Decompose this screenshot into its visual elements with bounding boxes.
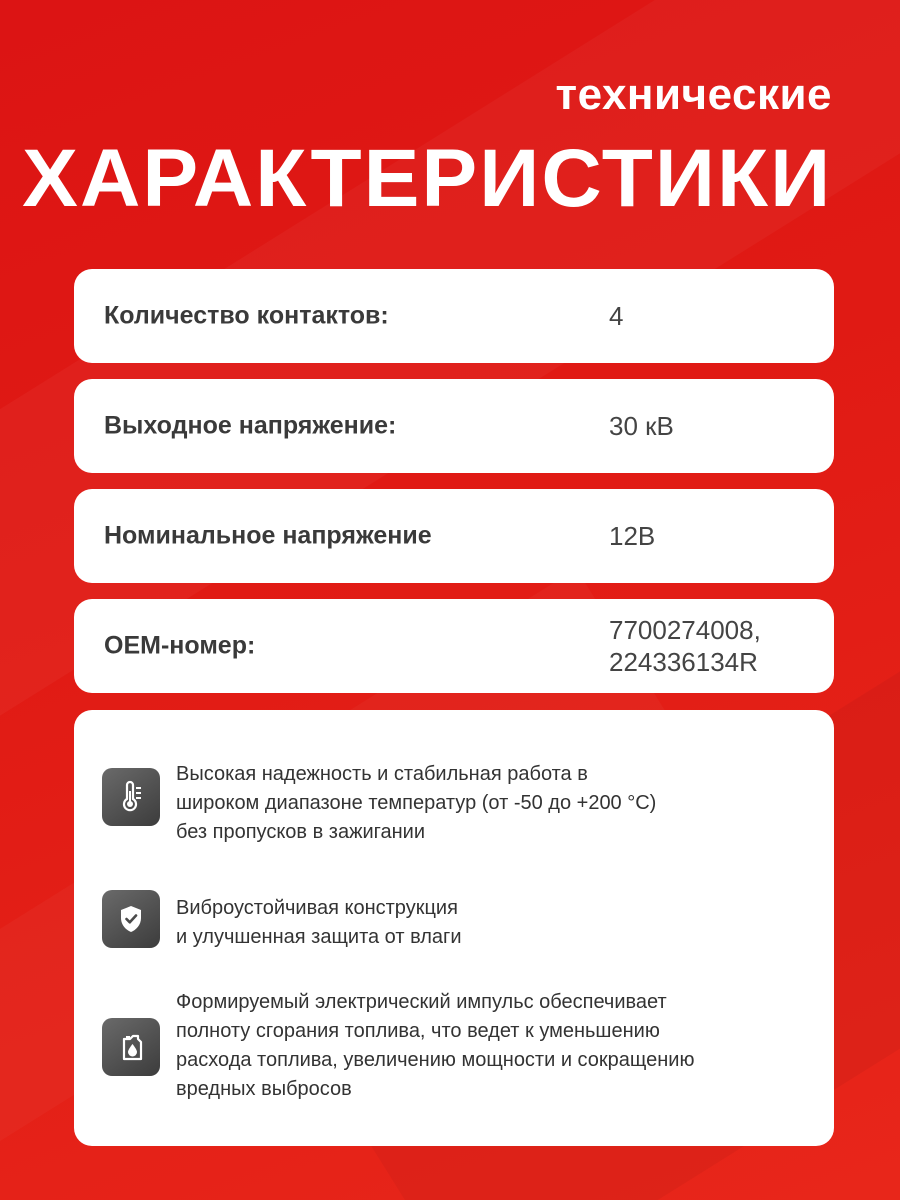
spec-row-output-voltage (74, 379, 834, 473)
spec-label: Количество контактов: (104, 301, 389, 330)
spec-value-line: 7700274008, (609, 615, 761, 645)
feature-text-line: вредных выбросов (176, 1078, 352, 1100)
feature-item (102, 988, 804, 1108)
shield-check-icon (102, 890, 160, 948)
spec-row-contacts (74, 269, 834, 363)
page-subtitle: технические (555, 70, 832, 119)
spec-label: OEM-номер: (104, 631, 256, 660)
features-card (74, 710, 834, 1146)
spec-value (609, 614, 761, 678)
feature-text-line: и улучшенная защита от влаги (176, 926, 462, 948)
feature-text-line: расхода топлива, увеличению мощности и сокращению (176, 1049, 695, 1071)
spec-label: Выходное напряжение: (104, 411, 397, 440)
spec-row-nominal-voltage (74, 489, 834, 583)
spec-value-line: 4 (609, 301, 624, 331)
feature-item (102, 894, 804, 954)
spec-row-oem-number (74, 599, 834, 693)
feature-text-line: широком диапазоне температур (от -50 до +200 °C) (176, 792, 657, 814)
feature-text (176, 894, 804, 952)
spec-value-line: 224336134R (609, 647, 758, 677)
page-title: ХАРАКТЕРИСТИКИ (21, 133, 832, 224)
feature-text-line: Виброустойчивая конструкция (176, 897, 458, 919)
spec-value (609, 520, 655, 552)
feature-text-line: Высокая надежность и стабильная работа в (176, 763, 588, 785)
spec-value (609, 410, 674, 442)
spec-value-line: 30 кВ (609, 411, 674, 441)
spec-label: Номинальное напряжение (104, 521, 432, 550)
feature-text-line: Формируемый электрический импульс обеспечивает (176, 991, 667, 1013)
feature-item (102, 760, 804, 850)
spec-value-line: 12В (609, 521, 656, 551)
spec-value (609, 300, 623, 332)
fuel-canister-icon (102, 1018, 160, 1076)
feature-text (176, 760, 804, 847)
feature-text-line: без пропусков в зажигании (176, 821, 425, 843)
feature-text (176, 988, 804, 1104)
thermometer-icon (102, 768, 160, 826)
feature-text-line: полноту сгорания топлива, что ведет к уменьшению (176, 1020, 660, 1042)
